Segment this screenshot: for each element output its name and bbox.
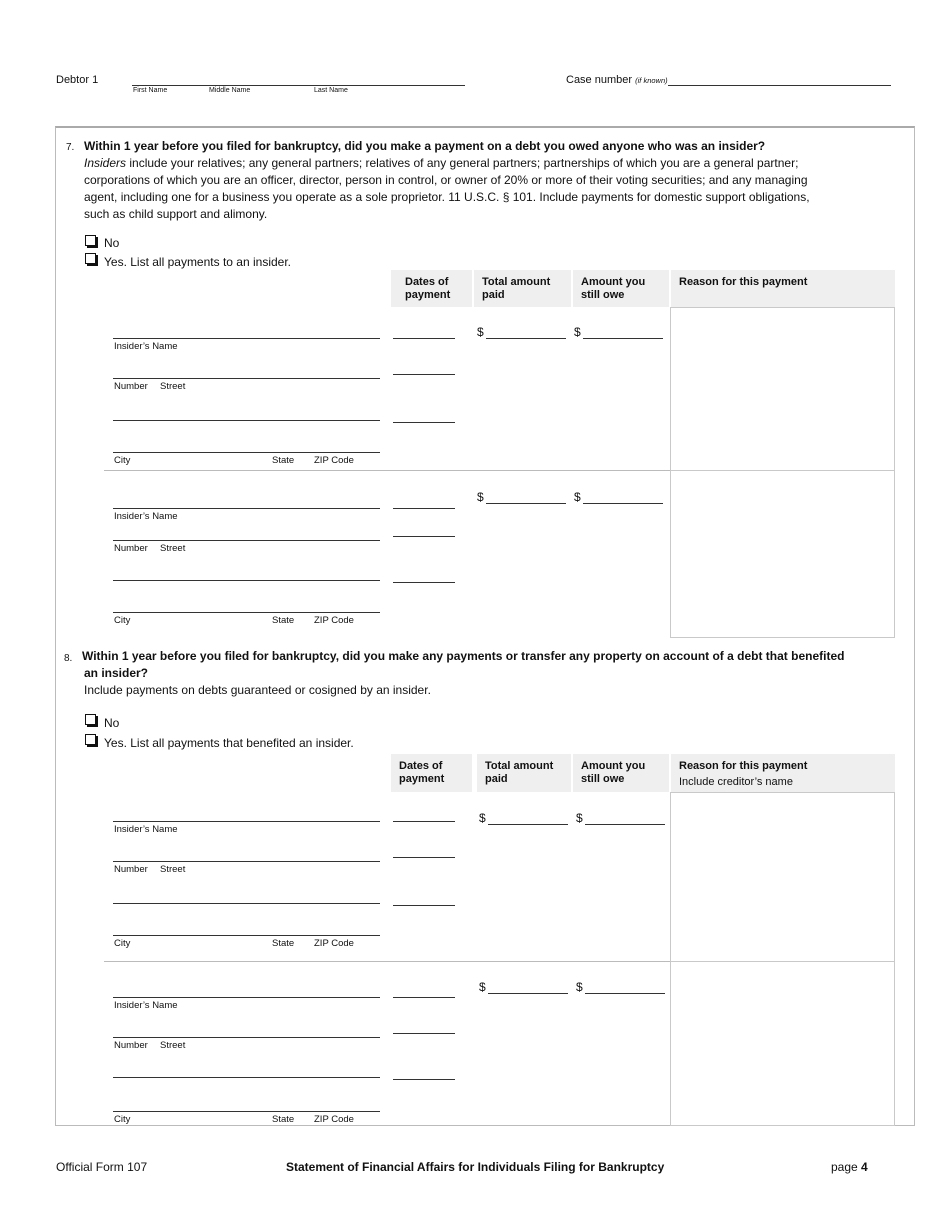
q7-question: Within 1 year before you filed for bankruptcy, did you make a payment on a debt you owed anyone who was an insider?	[84, 139, 766, 153]
amount-owed-dollar: $	[576, 980, 583, 994]
footer-title: Statement of Financial Affairs for Individuals Filing for Bankruptcy	[286, 1160, 665, 1174]
total-amount-dollar: $	[477, 490, 484, 504]
insider-name-label: Insider’s Name	[114, 511, 178, 522]
q7-col-owe: Amount you still owe	[573, 270, 669, 307]
street-label: Street	[160, 381, 186, 392]
q8-yes-label: Yes. List all payments that benefited an insider.	[104, 736, 354, 750]
date-field[interactable]	[393, 997, 455, 998]
footer-page-label: page	[831, 1160, 858, 1174]
amount-owed-dollar: $	[576, 811, 583, 825]
q7-no-label: No	[104, 236, 120, 250]
zip-label: ZIP Code	[314, 938, 354, 949]
total-amount-field[interactable]	[488, 993, 568, 994]
city-label: City	[114, 615, 131, 626]
footer-page	[831, 1160, 868, 1174]
city-state-zip-field[interactable]	[113, 1111, 380, 1112]
if-known-note: (if known)	[635, 76, 668, 85]
q7-col-dates: Dates of payment	[391, 270, 472, 307]
state-label: State	[272, 615, 295, 626]
zip-label: ZIP Code	[314, 1114, 354, 1125]
city-label: City	[114, 1114, 131, 1125]
q8-col-dates: Dates of payment	[391, 754, 472, 792]
street-label: Street	[160, 1040, 186, 1051]
city-label: City	[114, 455, 131, 466]
q8-number: 8.	[64, 653, 73, 664]
first-name-label: First Name	[133, 87, 168, 94]
q8-question-line2: an insider?	[84, 666, 149, 680]
state-label: State	[272, 455, 295, 466]
q7-body-line3: agent, including one for a business you operate as a sole proprietor. 11 U.S.C. § 101. Include payments for domestic support obligations,	[84, 190, 810, 204]
total-amount-dollar: $	[479, 811, 486, 825]
footer-page-number: 4	[861, 1160, 868, 1174]
q8-col-reason-sub: Include creditor’s name	[679, 776, 793, 788]
insider-name-label: Insider’s Name	[114, 824, 178, 835]
amount-owed-dollar: $	[574, 325, 581, 339]
insider-name-label: Insider’s Name	[114, 1000, 178, 1011]
street-field[interactable]	[113, 1037, 380, 1038]
state-label: State	[272, 938, 295, 949]
date-field[interactable]	[393, 1079, 455, 1080]
zip-label: ZIP Code	[314, 455, 354, 466]
q7-insiders-word: Insiders	[84, 156, 127, 170]
number-label: Number	[114, 864, 148, 875]
total-amount-dollar: $	[479, 980, 486, 994]
q7-body-line4: such as child support and alimony.	[84, 207, 268, 221]
number-label: Number	[114, 543, 148, 554]
footer-form: Official Form 107	[56, 1160, 148, 1174]
middle-name-label: Middle Name	[209, 87, 251, 94]
last-name-label: Last Name	[314, 87, 348, 94]
insider-name-field[interactable]	[113, 997, 380, 998]
debtor-label: Debtor 1	[56, 74, 99, 86]
q8-col-total: Total amount paid	[477, 754, 571, 792]
total-amount-dollar: $	[477, 325, 484, 339]
amount-owed-dollar: $	[574, 490, 581, 504]
city-label: City	[114, 938, 131, 949]
q8-col-reason-title: Reason for this payment	[679, 760, 808, 772]
q8-body: Include payments on debts guaranteed or cosigned by an insider.	[84, 683, 431, 697]
q7-number: 7.	[66, 142, 75, 153]
q8-no-label: No	[104, 716, 120, 730]
zip-label: ZIP Code	[314, 615, 354, 626]
amount-owed-field[interactable]	[585, 993, 665, 994]
street-label: Street	[160, 543, 186, 554]
number-label: Number	[114, 1040, 148, 1051]
q8-col-owe: Amount you still owe	[573, 754, 669, 792]
date-field[interactable]	[393, 1033, 455, 1034]
state-label: State	[272, 1114, 295, 1125]
insider-name-label: Insider’s Name	[114, 341, 178, 352]
q7-body-line2: corporations of which you are an officer, director, person in control, or owner of 20% or more of their voting securities; and any managing	[84, 173, 808, 187]
number-label: Number	[114, 381, 148, 392]
street-label: Street	[160, 864, 186, 875]
q7-yes-label: Yes. List all payments to an insider.	[104, 255, 291, 269]
address-line-2-field[interactable]	[113, 1077, 380, 1078]
q7-col-reason: Reason for this payment	[671, 270, 895, 307]
q7-col-total: Total amount paid	[474, 270, 571, 307]
case-number-text: Case number	[566, 74, 633, 86]
q7-body-line1-text: include your relatives; any general partners; relatives of any general partners; partnerships of which you are a general partner;	[126, 156, 799, 170]
q8-question-line1: Within 1 year before you filed for bankruptcy, did you make any payments or transfer any property on account of a debt that benefited	[82, 649, 845, 663]
